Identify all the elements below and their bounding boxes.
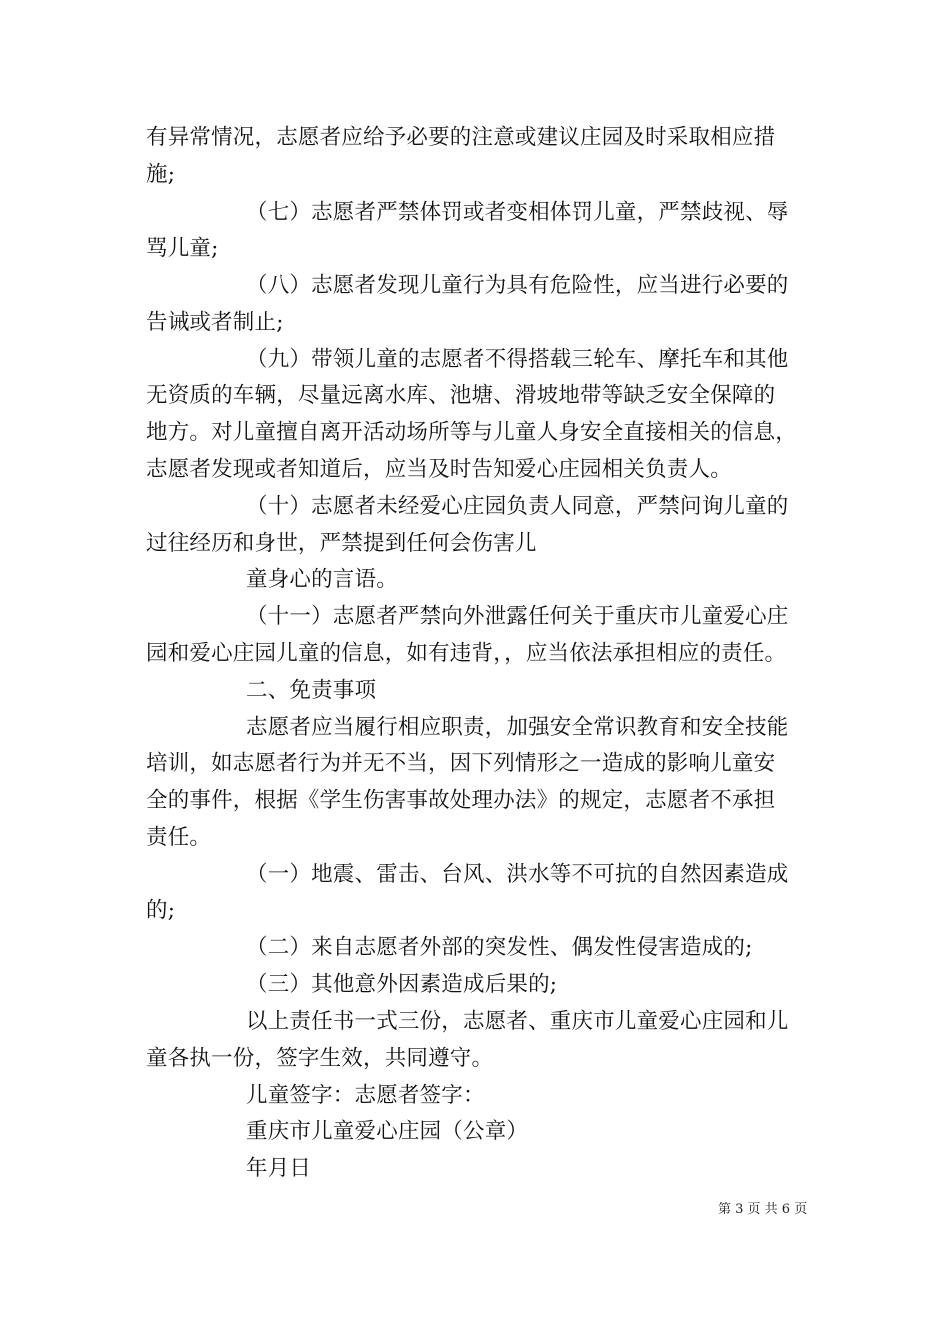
text-line: 过往经历和身世，严禁提到任何会伤害儿 bbox=[146, 531, 537, 556]
text-line: （十一）志愿者严禁向外泄露任何关于重庆市儿童爱心庄 bbox=[246, 604, 789, 629]
text-line: 童各执一份，签字生效，共同遵守。 bbox=[146, 1046, 494, 1071]
text-line: 无资质的车辆，尽量远离水库、池塘、滑坡地带等缺乏安全保障的 bbox=[146, 383, 776, 408]
section-heading: 二、免责事项 bbox=[246, 678, 377, 703]
text-line: （九）带领儿童的志愿者不得搭载三轮车、摩托车和其他 bbox=[246, 347, 789, 372]
text-line: 告诫或者制止; bbox=[146, 310, 284, 335]
text-line: 地方。对儿童擅自离开活动场所等与儿童人身安全直接相关的信息， bbox=[146, 420, 798, 445]
text-line: （七）志愿者严禁体罚或者变相体罚儿童，严禁歧视、辱 bbox=[246, 200, 789, 225]
organization-seal-line: 重庆市儿童爱心庄园（公章） bbox=[246, 1119, 529, 1144]
text-line: 志愿者应当履行相应职责，加强安全常识教育和安全技能 bbox=[246, 715, 789, 740]
text-line: 有异常情况，志愿者应给予必要的注意或建议庄园及时采取相应措 bbox=[146, 125, 776, 150]
text-line: 责任。 bbox=[146, 825, 212, 850]
text-line: （一）地震、雷击、台风、洪水等不可抗的自然因素造成 bbox=[246, 862, 789, 887]
signature-line: 儿童签字：志愿者签字： bbox=[246, 1083, 485, 1108]
date-line: 年月日 bbox=[246, 1156, 312, 1181]
text-line: 施; bbox=[146, 162, 176, 187]
text-line: 童身心的言语。 bbox=[246, 567, 398, 592]
text-line: 园和爱心庄园儿童的信息，如有违背，，应当依法承担相应的责任。 bbox=[146, 641, 787, 666]
page-number: 第 3 页 共 6 页 bbox=[718, 1202, 808, 1217]
text-line: （二）来自志愿者外部的突发性、偶发性侵害造成的; bbox=[246, 935, 753, 960]
text-line: 志愿者发现或者知道后，应当及时告知爱心庄园相关负责人。 bbox=[146, 457, 732, 482]
text-line: 培训，如志愿者行为并无不当，因下列情形之一造成的影响儿童安 bbox=[146, 751, 776, 776]
text-line: （十）志愿者未经爱心庄园负责人同意，严禁问询儿童的 bbox=[246, 494, 789, 519]
text-line: （八）志愿者发现儿童行为具有危险性，应当进行必要的 bbox=[246, 273, 789, 298]
text-line: 以上责任书一式三份，志愿者、重庆市儿童爱心庄园和儿 bbox=[246, 1009, 789, 1034]
text-line: 骂儿童; bbox=[146, 236, 219, 261]
text-line: （三）其他意外因素造成后果的; bbox=[246, 972, 558, 997]
text-line: 的; bbox=[146, 898, 176, 923]
text-line: 全的事件，根据《学生伤害事故处理办法》的规定，志愿者不承担 bbox=[146, 788, 776, 813]
